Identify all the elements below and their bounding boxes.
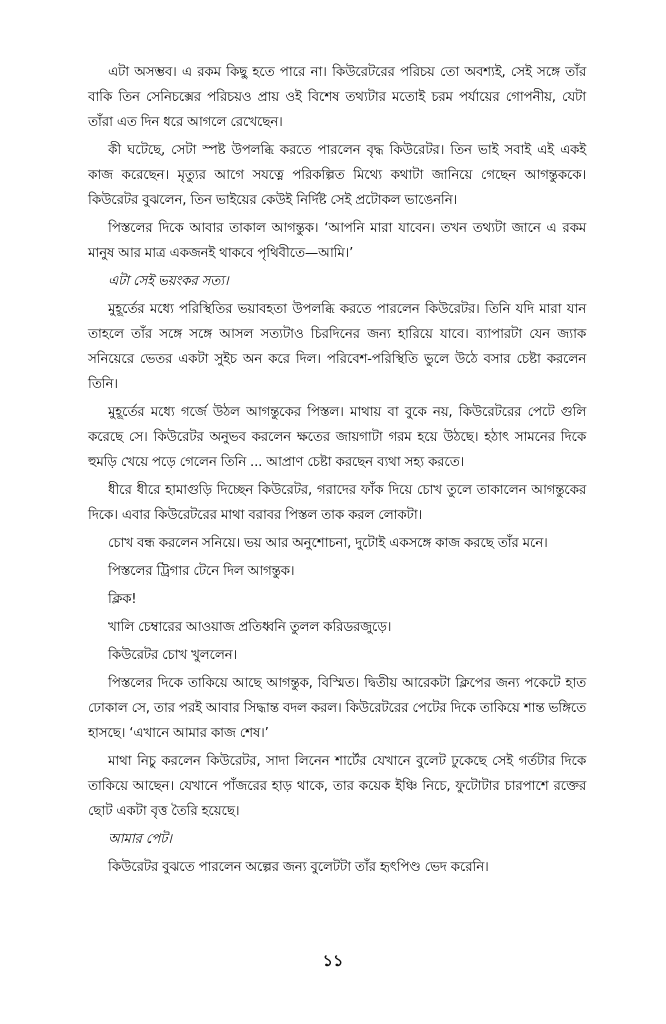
paragraph: কিউরেটর বুঝতে পারলেন অল্পের জন্য বুলেটটা তাঁর হৃৎপিণ্ড ভেদ করেনি। bbox=[108, 860, 489, 875]
paragraph: কী ঘটেছে, সেটা স্পষ্ট উপলব্ধি করতে পারলেন বৃদ্ধ কিউরেটর। তিন ভাই সবাই এই একই কাজ করেছেন। মৃত্যুর আগে সযত্নে পরিকল্পিত মিথ্যে কথাটা জানিয়ে গেছেন আগন্তুককে। কিউরেটর বুঝলেন, তিন ভাইয়ের কেউই নির্দিষ্ট সেই প্রটোকল ভাঙেননি। bbox=[88, 143, 586, 208]
paragraph: চোখ বন্ধ করলেন সনিয়ে। ভয় আর অনুশোচনা, দুটোই একসঙ্গে কাজ করছে তাঁর মনে। bbox=[108, 536, 548, 551]
italic-paragraph: আমার পেট। bbox=[108, 832, 172, 847]
paragraph: পিস্তলের ট্রিগার টেনে দিল আগন্তুক। bbox=[108, 564, 295, 579]
paragraph: ক্লিক! bbox=[108, 592, 137, 607]
paragraph: ধীরে ধীরে হামাগুড়ি দিচ্ছেন কিউরেটর, গরাদের ফাঁক দিয়ে চোখ তুলে তাকালেন আগন্তুকের দিকে। এবার কিউরেটরের মাথা বরাবর পিস্তল তাক করল লোকটা। bbox=[88, 483, 586, 523]
body-text bbox=[88, 60, 586, 883]
paragraph: মাথা নিচু করলেন কিউরেটর, সাদা লিনেন শার্টের যেখানে বুলেট ঢুকেছে সেই গর্তটার দিকে তাকিয়ে আছেন। যেখানে পাঁজরের হাড় থাকে, তার কয়েক ইঞ্চি নিচে, ফুটোটার চারপাশে রক্তের ছোট একটা বৃত্ত তৈরি হয়েছে। bbox=[88, 754, 586, 819]
page-number: ১১ bbox=[322, 951, 344, 970]
paragraph: মুহূর্তের মধ্যে পরিস্থিতির ভয়াবহতা উপলব্ধি করতে পারলেন কিউরেটর। তিনি যদি মারা যান তাহলে তাঁর সঙ্গে সঙ্গে আসল সত্যটাও চিরদিনের জন্য হারিয়ে যাবে। ব্যাপারটা যেন জ্যাক সনিয়েরে ভেতর একটা সুইচ অন করে দিল। পরিবেশ-পরিস্থিতি ভুলে উঠে বসার চেষ্টা করলেন তিনি। bbox=[88, 302, 586, 392]
paragraph: মুহূর্তের মধ্যে গর্জে উঠল আগন্তুকের পিস্তল। মাথায় বা বুকে নয়, কিউরেটরের পেটে গুলি করেছে সে। কিউরেটর অনুভব করলেন ক্ষতের জায়গাটা গরম হয়ে উঠছে। হঠাৎ সামনের দিকে হুমড়ি খেয়ে পড়ে গেলেন তিনি ... আপ্রাণ চেষ্টা করছেন ব্যথা সহ্য করতে। bbox=[88, 405, 586, 470]
paragraph: কিউরেটর চোখ খুললেন। bbox=[108, 648, 237, 663]
paragraph: পিস্তলের দিকে তাকিয়ে আছে আগন্তুক, বিস্মিত। দ্বিতীয় আরেকটা ক্লিপের জন্য পকেটে হাত ঢোকাল সে, তার পরই আবার সিদ্ধান্ত বদল করল। কিউরেটরের পেটের দিকে তাকিয়ে শান্ত ভঙ্গিতে হাসছে। ‘এখানে আমার কাজ শেষ।’ bbox=[88, 676, 586, 741]
italic-paragraph: এটা সেই ভয়ংকর সত্য। bbox=[108, 274, 229, 289]
paragraph: এটা অসম্ভব। এ রকম কিছু হতে পারে না। কিউরেটরের পরিচয় তো অবশ্যই, সেই সঙ্গে তাঁর বাকি তিন সেনিচক্সের পরিচয়ও প্রায় ওই বিশেষ তথ্যটার মতোই চরম পর্যায়ের গোপনীয়, যেটা তাঁরা এত দিন ধরে আগলে রেখেছেন। bbox=[88, 65, 586, 130]
paragraph: খালি চেম্বারের আওয়াজ প্রতিধ্বনি তুলল করিডরজুড়ে। bbox=[108, 620, 392, 635]
paragraph: পিস্তলের দিকে আবার তাকাল আগন্তুক। ‘আপনি মারা যাবেন। তখন তথ্যটা জানে এ রকম মানুষ আর মাত্র একজনই থাকবে পৃথিবীতে—আমি।’ bbox=[88, 221, 586, 261]
